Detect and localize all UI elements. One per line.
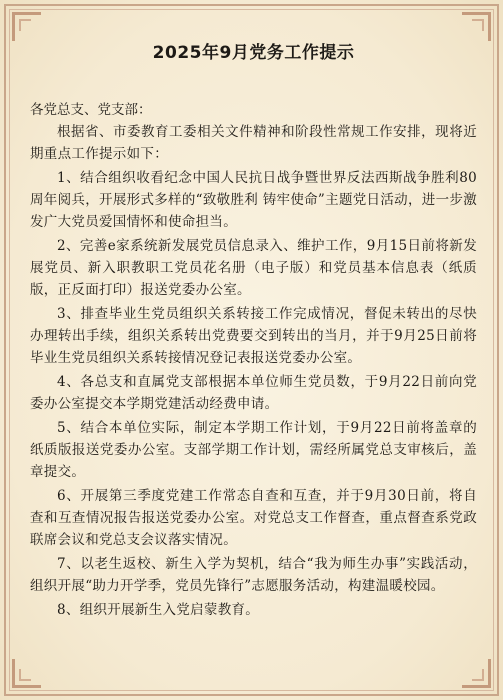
work-item-4: 4、各总支和直属党支部根据本单位师生党员数，于9月22日前向党委办公室提交本学期党建活动经费申请。 — [30, 374, 477, 412]
corner-ornament-bottom-right — [462, 659, 491, 688]
work-item-7: 7、以老生返校、新生入学为契机，结合“我为师生办事”实践活动，组织开展“助力开学季，党员先锋行”志愿服务活动，构建温暖校园。 — [30, 556, 477, 594]
salutation: 各党总支、党支部： — [30, 102, 152, 118]
work-item-2: 2、完善e家系统新发展党员信息录入、维护工作，9月15日前将新发展党员、新入职教职工党员花名册（电子版）和党员基本信息表（纸质版，正反面打印）报送党委办公室。 — [30, 238, 477, 298]
document-body — [30, 38, 477, 621]
work-item-8: 8、组织开展新生入党启蒙教育。 — [57, 602, 260, 618]
corner-ornament-top-left — [12, 12, 41, 41]
work-item-3: 3、排查毕业生党员组织关系转接工作完成情况，督促未转出的尽快办理转出手续，组织关系转出党费要交到转出的当月，并于9月25日前将毕业生党员组织关系转接情况登记表报送党委办公室。 — [30, 306, 477, 366]
intro-paragraph: 根据省、市委教育工委相关文件精神和阶段性常规工作安排，现将近期重点工作提示如下： — [30, 124, 477, 162]
document-title: 2025年9月党务工作提示 — [152, 43, 355, 63]
corner-ornament-bottom-left — [12, 659, 41, 688]
work-item-5: 5、结合本单位实际，制定本学期工作计划，于9月22日前将盖章的纸质版报送党委办公室。支部学期工作计划，需经所属党总支审核后，盖章提交。 — [30, 420, 477, 480]
work-item-1: 1、结合组织收看纪念中国人民抗日战争暨世界反法西斯战争胜利80周年阅兵，开展形式多样的“致敬胜利 铸牢使命”主题党日活动，进一步激发广大党员爱国情怀和使命担当。 — [30, 170, 477, 230]
work-item-6: 6、开展第三季度党建工作常态自查和互查，并于9月30日前，将自查和互查情况报告报送党委办公室。对党总支工作督查，重点督查系党政联席会议和党总支会议落实情况。 — [30, 488, 477, 548]
corner-ornament-top-right — [462, 12, 491, 41]
